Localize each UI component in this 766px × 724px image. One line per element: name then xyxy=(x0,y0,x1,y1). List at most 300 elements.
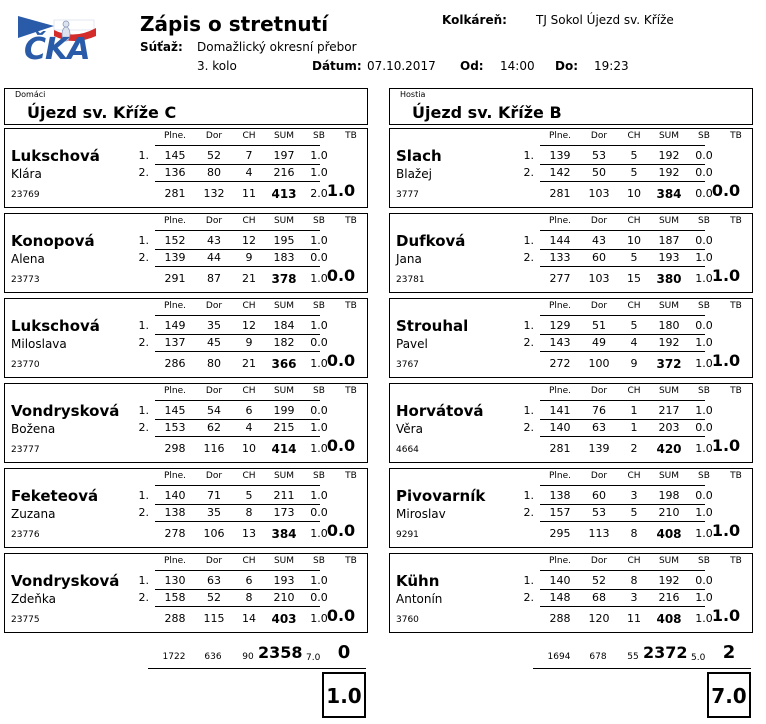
row-rule xyxy=(540,589,705,590)
column-header: Dor xyxy=(590,386,608,396)
table-cell: 1.0 xyxy=(695,251,713,264)
table-cell: 153 xyxy=(164,421,186,434)
column-header: Plne. xyxy=(548,471,572,481)
table-cell: 140 xyxy=(549,421,571,434)
away-team-name: Újezd sv. Kříže B xyxy=(412,103,562,122)
column-header: SUM xyxy=(273,131,295,141)
column-header: Plne. xyxy=(548,216,572,226)
column-header: Dor xyxy=(590,216,608,226)
table-cell: 0.0 xyxy=(310,404,328,417)
total-cell: 2.0 xyxy=(310,187,328,200)
table-cell: 152 xyxy=(164,234,186,247)
table-cell: 195 xyxy=(273,234,295,247)
total-cell: 272 xyxy=(549,357,571,370)
column-header: Plne. xyxy=(163,301,187,311)
table-cell: 145 xyxy=(164,404,186,417)
table-cell: 192 xyxy=(658,149,680,162)
away-team-box xyxy=(389,88,753,125)
column-header: SUM xyxy=(658,471,680,481)
table-cell: 1.0 xyxy=(310,234,328,247)
row-rule xyxy=(540,504,705,505)
player-surname: Vondrysková xyxy=(11,402,120,420)
from-label: Od: xyxy=(460,59,484,73)
table-cell: 60 xyxy=(592,489,606,502)
player-id: 23776 xyxy=(11,530,40,540)
total-cell: 2 xyxy=(630,442,638,455)
away-sum-line xyxy=(533,668,751,669)
row-rule xyxy=(540,164,705,165)
table-cell: 1.0 xyxy=(310,574,328,587)
table-cell: 139 xyxy=(549,149,571,162)
total-cell: 14 xyxy=(242,612,256,625)
column-header: Dor xyxy=(205,131,223,141)
player-card xyxy=(389,468,753,548)
player-surname: Konopová xyxy=(11,232,95,250)
table-cell: 71 xyxy=(207,489,221,502)
column-header: Dor xyxy=(205,556,223,566)
player-surname: Strouhal xyxy=(396,317,469,335)
column-header: SB xyxy=(313,386,325,396)
total-cell: 0.0 xyxy=(695,187,713,200)
table-cell: 5 xyxy=(630,149,638,162)
competition-label: Súťaž: xyxy=(140,40,183,54)
player-id: 23770 xyxy=(11,360,40,370)
column-header: TB xyxy=(345,386,357,396)
table-cell: 63 xyxy=(207,574,221,587)
column-header: Dor xyxy=(590,131,608,141)
table-cell: 143 xyxy=(549,336,571,349)
header-rule xyxy=(540,485,705,486)
row-rule xyxy=(155,351,320,352)
total-cell: 288 xyxy=(164,612,186,625)
home-sum-dor: 636 xyxy=(204,652,222,662)
table-cell: 51 xyxy=(592,319,606,332)
header-rule xyxy=(540,570,705,571)
table-cell: 1.0 xyxy=(695,336,713,349)
player-surname: Kühn xyxy=(396,572,440,590)
table-cell: 5 xyxy=(630,251,638,264)
table-cell: 216 xyxy=(658,591,680,604)
header-rule xyxy=(155,315,320,316)
column-header: SB xyxy=(698,216,710,226)
total-cell: 1.0 xyxy=(695,442,713,455)
home-summary xyxy=(4,640,368,670)
player-card xyxy=(4,213,368,293)
row-rule xyxy=(155,419,320,420)
header-rule xyxy=(155,400,320,401)
total-cell: 113 xyxy=(588,527,610,540)
total-cell: 21 xyxy=(242,272,256,285)
player-card xyxy=(4,128,368,208)
table-cell: 198 xyxy=(658,489,680,502)
player-tb: 1.0 xyxy=(711,606,741,625)
table-cell: 192 xyxy=(658,336,680,349)
table-cell: 9 xyxy=(245,251,253,264)
to-value: 19:23 xyxy=(594,59,629,73)
page-title: Zápis o stretnutí xyxy=(140,12,329,36)
table-cell: 12 xyxy=(242,234,256,247)
player-tb: 1.0 xyxy=(711,266,741,285)
total-cell: 403 xyxy=(271,612,297,626)
total-cell: 286 xyxy=(164,357,186,370)
player-surname: Pivovarník xyxy=(396,487,486,505)
total-cell: 139 xyxy=(588,442,610,455)
row-rule xyxy=(540,334,705,335)
away-sum-ch: 55 xyxy=(627,652,639,662)
player-firstname: Zuzana xyxy=(11,507,56,521)
table-cell: 5 xyxy=(630,319,638,332)
table-cell: 216 xyxy=(273,166,295,179)
row-rule xyxy=(155,504,320,505)
column-header: Dor xyxy=(205,216,223,226)
table-cell: 0.0 xyxy=(695,149,713,162)
column-header: TB xyxy=(730,301,742,311)
home-final-score: 1.0 xyxy=(322,672,366,718)
table-cell: 215 xyxy=(273,421,295,434)
player-surname: Slach xyxy=(396,147,442,165)
throw-number: 1. xyxy=(138,489,149,502)
throw-number: 1. xyxy=(523,489,534,502)
table-cell: 12 xyxy=(242,319,256,332)
row-rule xyxy=(540,606,705,607)
player-id: 23777 xyxy=(11,445,40,455)
total-cell: 15 xyxy=(627,272,641,285)
column-header: SB xyxy=(313,556,325,566)
total-cell: 1.0 xyxy=(695,357,713,370)
row-rule xyxy=(155,249,320,250)
player-tb: 0.0 xyxy=(326,436,356,455)
cka-logo xyxy=(14,12,98,67)
home-sum-plne: 1722 xyxy=(162,652,186,662)
player-tb: 0.0 xyxy=(326,521,356,540)
column-header: TB xyxy=(730,556,742,566)
table-cell: 0.0 xyxy=(695,421,713,434)
table-cell: 0.0 xyxy=(310,251,328,264)
header-rule xyxy=(540,145,705,146)
total-cell: 366 xyxy=(271,357,297,371)
player-id: 3767 xyxy=(396,360,419,370)
player-firstname: Antonín xyxy=(396,592,443,606)
column-header: CH xyxy=(242,471,256,481)
player-firstname: Miloslava xyxy=(11,337,67,351)
throw-number: 1. xyxy=(523,319,534,332)
throw-number: 2. xyxy=(138,336,149,349)
table-cell: 63 xyxy=(592,421,606,434)
table-cell: 1.0 xyxy=(310,149,328,162)
total-cell: 372 xyxy=(656,357,682,371)
total-cell: 9 xyxy=(630,357,638,370)
column-header: Plne. xyxy=(163,471,187,481)
table-cell: 1 xyxy=(630,421,638,434)
table-cell: 149 xyxy=(164,319,186,332)
home-sum-ch: 90 xyxy=(242,652,254,662)
throw-number: 1. xyxy=(523,574,534,587)
column-header: Dor xyxy=(205,386,223,396)
away-sum-plne: 1694 xyxy=(547,652,571,662)
player-firstname: Pavel xyxy=(396,337,428,351)
total-cell: 1.0 xyxy=(310,527,328,540)
table-cell: 35 xyxy=(207,506,221,519)
table-cell: 136 xyxy=(164,166,186,179)
total-cell: 278 xyxy=(164,527,186,540)
table-cell: 5 xyxy=(245,489,253,502)
home-sum-total: 2358 xyxy=(258,643,303,662)
row-rule xyxy=(155,164,320,165)
player-tb: 1.0 xyxy=(711,351,741,370)
table-cell: 80 xyxy=(207,166,221,179)
round-value: 3. kolo xyxy=(197,59,237,73)
table-cell: 49 xyxy=(592,336,606,349)
column-header: SUM xyxy=(273,216,295,226)
table-cell: 183 xyxy=(273,251,295,264)
total-cell: 132 xyxy=(203,187,225,200)
header-rule xyxy=(540,315,705,316)
table-cell: 138 xyxy=(164,506,186,519)
table-cell: 76 xyxy=(592,404,606,417)
column-header: SUM xyxy=(273,471,295,481)
column-header: Dor xyxy=(205,301,223,311)
table-cell: 137 xyxy=(164,336,186,349)
table-cell: 187 xyxy=(658,234,680,247)
table-cell: 0.0 xyxy=(695,319,713,332)
player-id: 4664 xyxy=(396,445,419,455)
player-card xyxy=(4,553,368,633)
player-firstname: Zdeňka xyxy=(11,592,56,606)
table-cell: 145 xyxy=(164,149,186,162)
throw-number: 2. xyxy=(138,421,149,434)
throw-number: 2. xyxy=(523,421,534,434)
column-header: CH xyxy=(242,131,256,141)
player-card xyxy=(389,553,753,633)
total-cell: 1.0 xyxy=(695,527,713,540)
column-header: Plne. xyxy=(163,131,187,141)
table-cell: 139 xyxy=(164,251,186,264)
from-value: 14:00 xyxy=(500,59,535,73)
total-cell: 281 xyxy=(549,442,571,455)
column-header: SB xyxy=(313,301,325,311)
table-cell: 138 xyxy=(549,489,571,502)
column-header: SUM xyxy=(658,131,680,141)
row-rule xyxy=(155,181,320,182)
total-cell: 11 xyxy=(242,187,256,200)
column-header: TB xyxy=(730,386,742,396)
row-rule xyxy=(540,181,705,182)
table-cell: 45 xyxy=(207,336,221,349)
table-cell: 43 xyxy=(592,234,606,247)
table-cell: 1.0 xyxy=(310,421,328,434)
total-cell: 298 xyxy=(164,442,186,455)
date-value: 07.10.2017 xyxy=(367,59,436,73)
table-cell: 158 xyxy=(164,591,186,604)
player-id: 3760 xyxy=(396,615,419,625)
table-cell: 140 xyxy=(164,489,186,502)
column-header: SUM xyxy=(658,301,680,311)
player-firstname: Božena xyxy=(11,422,56,436)
table-cell: 3 xyxy=(630,591,638,604)
column-header: CH xyxy=(242,556,256,566)
table-cell: 1.0 xyxy=(310,166,328,179)
total-cell: 408 xyxy=(656,527,682,541)
table-cell: 217 xyxy=(658,404,680,417)
player-tb: 0.0 xyxy=(711,181,741,200)
player-firstname: Věra xyxy=(396,422,423,436)
player-tb: 0.0 xyxy=(326,351,356,370)
player-card xyxy=(389,383,753,463)
total-cell: 100 xyxy=(588,357,610,370)
column-header: SB xyxy=(313,216,325,226)
table-cell: 211 xyxy=(273,489,295,502)
total-cell: 291 xyxy=(164,272,186,285)
column-header: Dor xyxy=(590,471,608,481)
table-cell: 6 xyxy=(245,574,253,587)
player-card xyxy=(4,298,368,378)
table-cell: 182 xyxy=(273,336,295,349)
table-cell: 141 xyxy=(549,404,571,417)
total-cell: 281 xyxy=(549,187,571,200)
total-cell: 13 xyxy=(242,527,256,540)
throw-number: 2. xyxy=(523,336,534,349)
row-rule xyxy=(155,521,320,522)
total-cell: 116 xyxy=(203,442,225,455)
total-cell: 1.0 xyxy=(310,612,328,625)
table-cell: 4 xyxy=(245,166,253,179)
total-cell: 408 xyxy=(656,612,682,626)
table-cell: 173 xyxy=(273,506,295,519)
away-summary xyxy=(389,640,753,670)
table-cell: 130 xyxy=(164,574,186,587)
away-team-label: Hostia xyxy=(400,90,426,99)
table-cell: 0.0 xyxy=(310,336,328,349)
player-surname: Dufková xyxy=(396,232,466,250)
table-cell: 8 xyxy=(245,591,253,604)
table-cell: 197 xyxy=(273,149,295,162)
player-tb: 0.0 xyxy=(326,266,356,285)
column-header: Plne. xyxy=(163,216,187,226)
venue-value: TJ Sokol Újezd sv. Kříže xyxy=(536,13,674,27)
table-cell: 8 xyxy=(245,506,253,519)
throw-number: 1. xyxy=(138,574,149,587)
total-cell: 277 xyxy=(549,272,571,285)
total-cell: 295 xyxy=(549,527,571,540)
player-card xyxy=(4,468,368,548)
column-header: TB xyxy=(345,216,357,226)
table-cell: 9 xyxy=(245,336,253,349)
total-cell: 120 xyxy=(588,612,610,625)
table-cell: 1.0 xyxy=(695,506,713,519)
table-cell: 210 xyxy=(658,506,680,519)
total-cell: 1.0 xyxy=(695,612,713,625)
player-card xyxy=(389,213,753,293)
table-cell: 52 xyxy=(592,574,606,587)
table-cell: 52 xyxy=(207,149,221,162)
total-cell: 414 xyxy=(271,442,297,456)
total-cell: 384 xyxy=(656,187,682,201)
table-cell: 203 xyxy=(658,421,680,434)
column-header: TB xyxy=(345,301,357,311)
table-cell: 129 xyxy=(549,319,571,332)
competition-value: Domažlický okresní přebor xyxy=(197,40,357,54)
table-cell: 157 xyxy=(549,506,571,519)
table-cell: 0.0 xyxy=(310,506,328,519)
total-cell: 115 xyxy=(203,612,225,625)
total-cell: 80 xyxy=(207,357,221,370)
table-cell: 0.0 xyxy=(695,166,713,179)
player-card xyxy=(389,298,753,378)
column-header: TB xyxy=(730,216,742,226)
table-cell: 142 xyxy=(549,166,571,179)
throw-number: 2. xyxy=(523,591,534,604)
column-header: Plne. xyxy=(548,131,572,141)
table-cell: 193 xyxy=(273,574,295,587)
table-cell: 60 xyxy=(592,251,606,264)
throw-number: 1. xyxy=(523,404,534,417)
throw-number: 1. xyxy=(523,234,534,247)
table-cell: 43 xyxy=(207,234,221,247)
away-sum-sb: 5.0 xyxy=(691,653,706,663)
home-team-label: Domáci xyxy=(15,90,46,99)
header-rule xyxy=(540,400,705,401)
table-cell: 4 xyxy=(245,421,253,434)
player-id: 3777 xyxy=(396,190,419,200)
column-header: CH xyxy=(627,216,641,226)
total-cell: 21 xyxy=(242,357,256,370)
total-cell: 384 xyxy=(271,527,297,541)
row-rule xyxy=(540,419,705,420)
table-cell: 199 xyxy=(273,404,295,417)
player-surname: Vondrysková xyxy=(11,572,120,590)
column-header: SUM xyxy=(658,556,680,566)
table-cell: 4 xyxy=(630,336,638,349)
row-rule xyxy=(540,351,705,352)
column-header: CH xyxy=(627,471,641,481)
player-firstname: Miroslav xyxy=(396,507,446,521)
row-rule xyxy=(155,606,320,607)
total-cell: 380 xyxy=(656,272,682,286)
player-tb: 1.0 xyxy=(711,436,741,455)
table-cell: 50 xyxy=(592,166,606,179)
table-cell: 53 xyxy=(592,149,606,162)
table-cell: 5 xyxy=(630,506,638,519)
column-header: Plne. xyxy=(548,386,572,396)
player-id: 23781 xyxy=(396,275,425,285)
total-cell: 106 xyxy=(203,527,225,540)
player-id: 23775 xyxy=(11,615,40,625)
table-cell: 144 xyxy=(549,234,571,247)
row-rule xyxy=(540,521,705,522)
home-team-box xyxy=(4,88,368,125)
total-cell: 1.0 xyxy=(310,442,328,455)
table-cell: 148 xyxy=(549,591,571,604)
away-final-score: 7.0 xyxy=(707,672,751,718)
column-header: SB xyxy=(313,131,325,141)
total-cell: 1.0 xyxy=(310,357,328,370)
row-rule xyxy=(155,436,320,437)
column-header: CH xyxy=(627,386,641,396)
throw-number: 1. xyxy=(523,149,534,162)
column-header: CH xyxy=(242,386,256,396)
player-firstname: Blažej xyxy=(396,167,432,181)
player-surname: Feketeová xyxy=(11,487,99,505)
column-header: SB xyxy=(698,386,710,396)
table-cell: 6 xyxy=(245,404,253,417)
column-header: SB xyxy=(698,301,710,311)
table-cell: 62 xyxy=(207,421,221,434)
total-cell: 288 xyxy=(549,612,571,625)
total-cell: 1.0 xyxy=(695,272,713,285)
column-header: Plne. xyxy=(163,386,187,396)
venue-label: Kolkáreň: xyxy=(442,13,507,27)
row-rule xyxy=(155,266,320,267)
